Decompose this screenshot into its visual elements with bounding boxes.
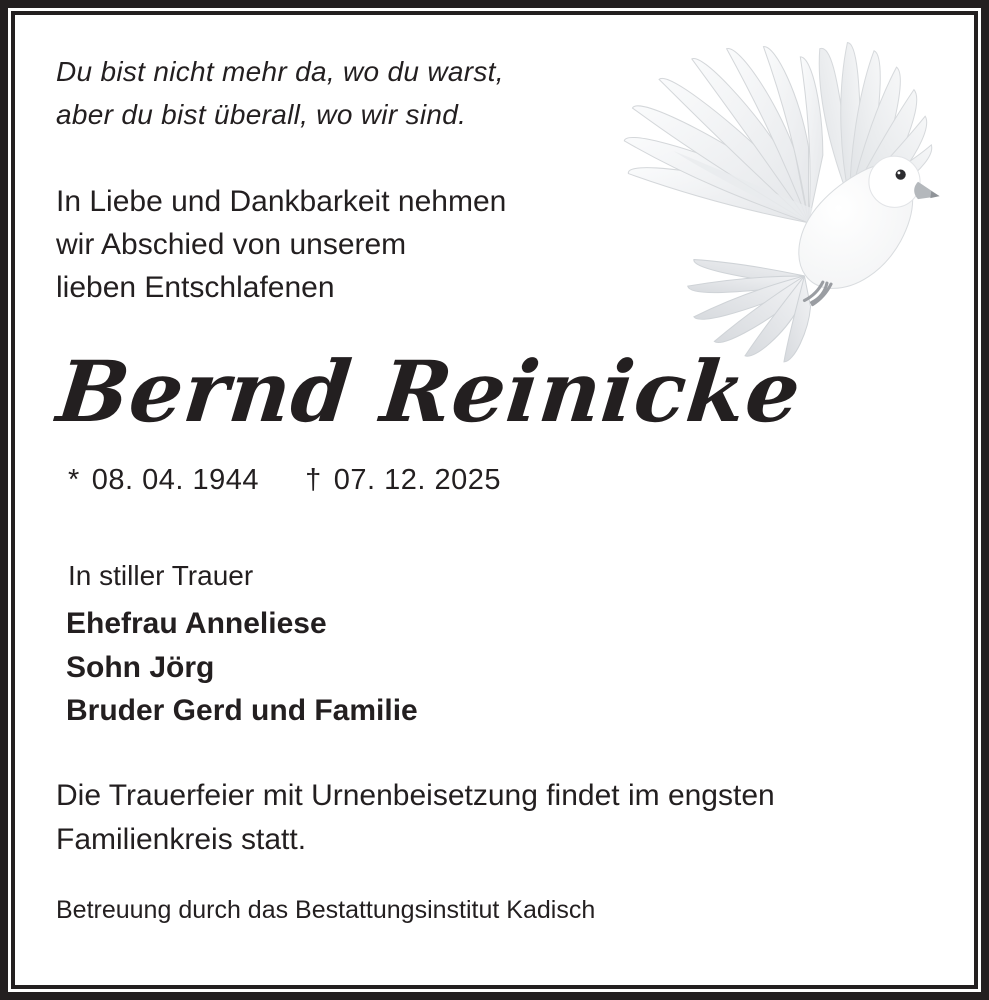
birth-date	[68, 464, 259, 497]
deceased-name: Bernd Reinicke	[52, 342, 806, 441]
death-symbol: †	[305, 464, 322, 496]
dove-left-wing	[624, 47, 823, 223]
opening-quote	[56, 50, 504, 136]
death-date-value: 07. 12. 2025	[333, 464, 501, 496]
birth-date-value: 08. 04. 1944	[91, 464, 260, 496]
ceremony-info	[56, 774, 775, 862]
life-dates	[68, 464, 501, 497]
farewell-intro	[56, 180, 506, 309]
ceremony-line-1: Die Trauerfeier mit Urnenbeisetzung findet im engsten	[56, 779, 775, 812]
quote-line-1: Du bist nicht mehr da, wo du warst,	[56, 56, 504, 87]
intro-line-1: In Liebe und Dankbarkeit nehmen	[56, 185, 507, 218]
quote-line-2: aber du bist überall, wo wir sind.	[56, 99, 467, 130]
birth-symbol: *	[68, 464, 80, 496]
dove-image	[612, 18, 960, 366]
dove-head	[869, 156, 940, 207]
funeral-home-note: Betreuung durch das Bestattungsinstitut Kadisch	[56, 896, 596, 924]
intro-line-3: lieben Entschlafenen	[56, 271, 335, 304]
dove-eye	[896, 169, 906, 179]
mourner-name: Sohn Jörg	[66, 650, 215, 684]
mourner-name: Ehefrau Anneliese	[66, 607, 327, 640]
ceremony-line-2: Familienkreis statt.	[56, 823, 307, 856]
death-date	[305, 464, 501, 497]
mourner-name: Bruder Gerd und Familie	[66, 694, 418, 727]
intro-line-2: wir Abschied von unserem	[56, 228, 407, 261]
mourning-intro: In stiller Trauer	[68, 560, 254, 591]
mourners-list	[66, 602, 418, 733]
